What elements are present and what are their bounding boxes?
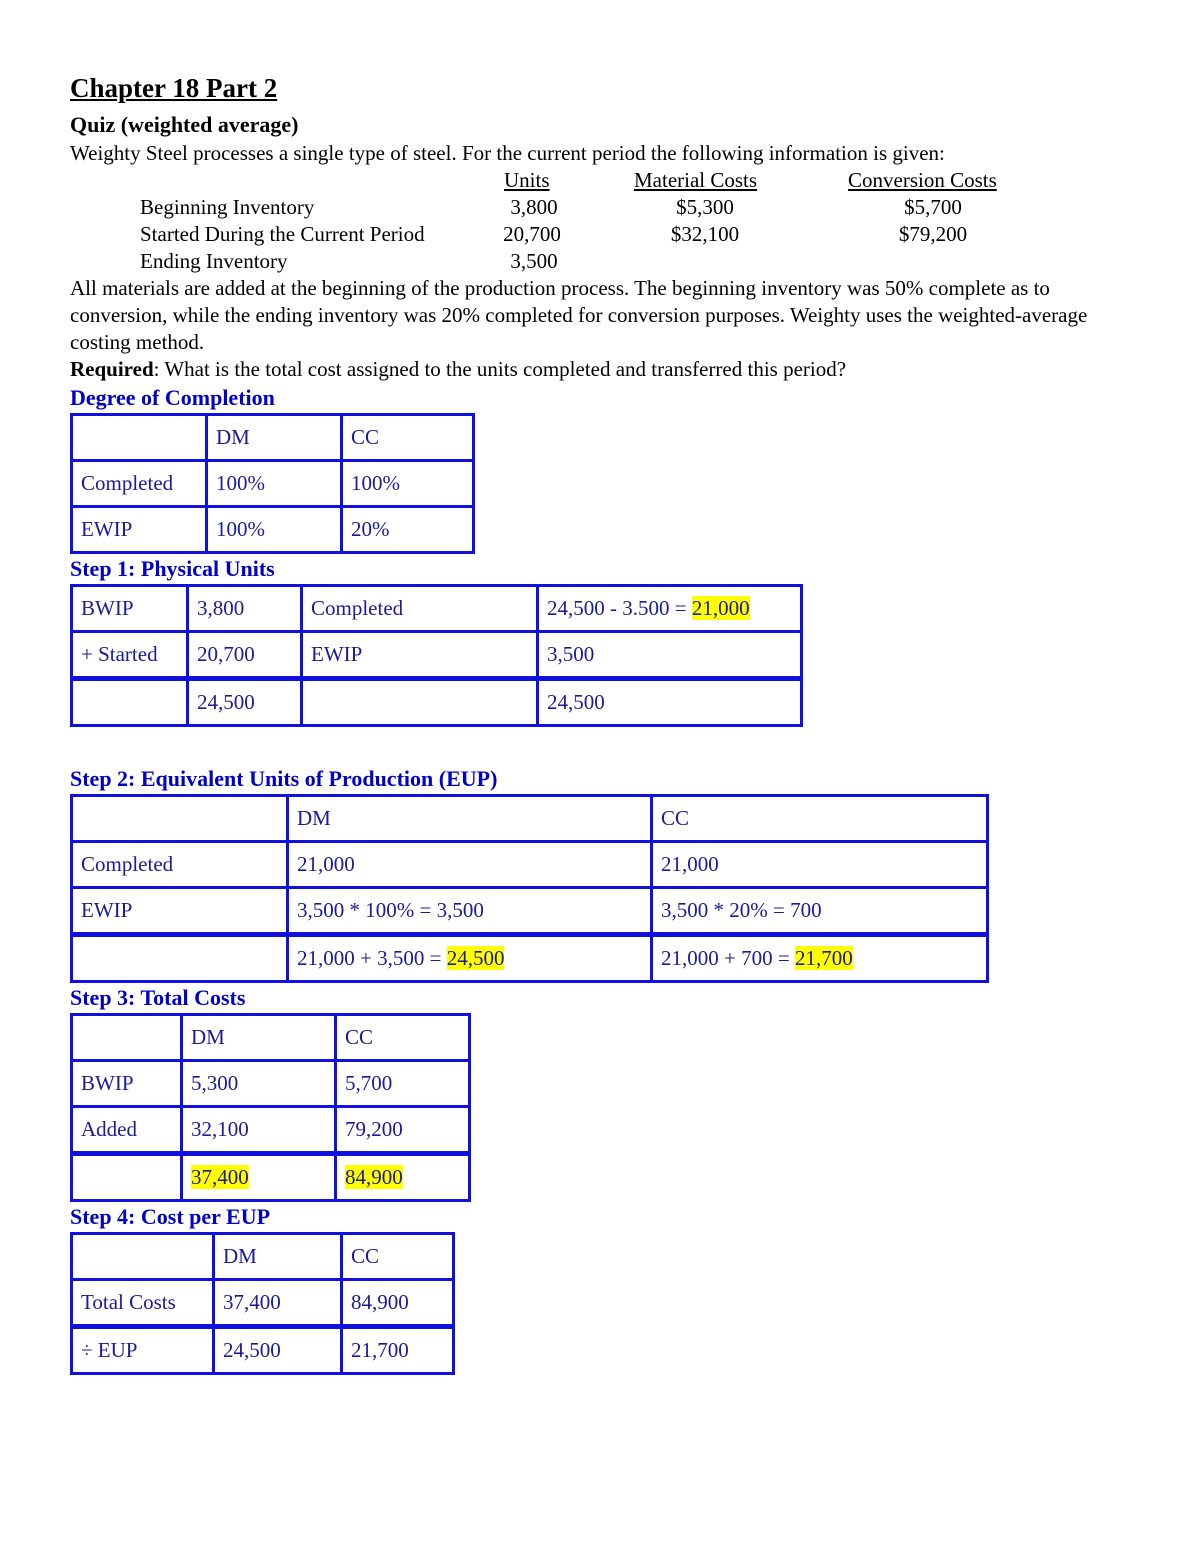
step2-title: Step 2: Equivalent Units of Production (EUP) <box>70 766 498 791</box>
table-cell: Completed <box>302 586 538 632</box>
table-cell: Completed <box>72 461 207 507</box>
givens-row-material: $5,300 <box>676 195 734 219</box>
table-cell <box>72 415 207 461</box>
table-cell: 5,700 <box>336 1061 470 1107</box>
table-cell: EWIP <box>302 632 538 679</box>
table-cell: Completed <box>72 842 288 888</box>
table-cell: 3,500 <box>538 632 802 679</box>
givens-row-label: Started During the Current Period <box>140 222 425 246</box>
quiz-title: Quiz (weighted average) <box>70 112 299 137</box>
table-cell: Total Costs <box>72 1280 214 1327</box>
table-cell: 20% <box>342 507 474 553</box>
table-row <box>72 1061 470 1107</box>
table-cell: 79,200 <box>336 1107 470 1154</box>
table-cell: 5,300 <box>182 1061 336 1107</box>
completed-result-highlight: 21,000 <box>691 596 750 620</box>
table-cell: 21,000 <box>288 842 652 888</box>
table-cell: 24,500 <box>214 1327 342 1374</box>
table-cell <box>72 1154 182 1201</box>
givens-row-conversion: $79,200 <box>898 222 968 246</box>
table-cell: 3,800 <box>188 586 302 632</box>
table-row <box>72 1234 454 1280</box>
table-cell: Added <box>72 1107 182 1154</box>
table-row <box>72 796 988 842</box>
problem-paragraph: All materials are added at the beginning of the production process. The beginning inventory was 50% complete as to conversion, while the ending inventory was 20% completed for conversion purposes. Weighty uses the weighted-average costing method. <box>70 276 1088 354</box>
table-cell: DM <box>288 796 652 842</box>
table-cell: DM <box>214 1234 342 1280</box>
table-cell: EWIP <box>72 888 288 935</box>
table-cell: 21,000 <box>652 842 988 888</box>
givens-row-units: 20,700 <box>503 222 561 246</box>
givens-row-units: 3,500 <box>510 249 558 273</box>
table-row <box>72 679 802 726</box>
givens-row-material: $32,100 <box>670 222 740 246</box>
table-cell <box>538 586 802 632</box>
dm-total-cost-highlight: 37,400 <box>191 1165 249 1189</box>
table-cell <box>652 935 988 982</box>
table-cell: 37,400 <box>214 1280 342 1327</box>
table-cell <box>336 1154 470 1201</box>
cc-total-formula: 21,000 + 700 = <box>661 946 795 970</box>
table-cell <box>72 1015 182 1061</box>
table-cell: DM <box>182 1015 336 1061</box>
table-cell: 100% <box>342 461 474 507</box>
required-label: Required <box>70 357 154 381</box>
table-cell: 20,700 <box>188 632 302 679</box>
table-row <box>72 842 988 888</box>
step4-table <box>70 1232 455 1375</box>
table-cell: DM <box>207 415 342 461</box>
table-cell: + Started <box>72 632 188 679</box>
table-cell: 3,500 * 20% = 700 <box>652 888 988 935</box>
table-row <box>72 632 802 679</box>
intro-text: Weighty Steel processes a single type of steel. For the current period the following information is given: <box>70 141 945 165</box>
table-row <box>72 1280 454 1327</box>
table-row <box>72 507 474 553</box>
table-cell <box>72 1234 214 1280</box>
table-row <box>72 1015 470 1061</box>
table-row <box>72 1154 470 1201</box>
table-cell <box>182 1154 336 1201</box>
table-cell <box>72 935 288 982</box>
table-cell: CC <box>336 1015 470 1061</box>
table-cell <box>72 679 188 726</box>
table-cell: 84,900 <box>342 1280 454 1327</box>
table-cell: BWIP <box>72 586 188 632</box>
table-cell: CC <box>652 796 988 842</box>
table-cell: BWIP <box>72 1061 182 1107</box>
degree-title: Degree of Completion <box>70 385 275 410</box>
table-row <box>72 888 988 935</box>
step2-table <box>70 794 989 983</box>
table-cell: CC <box>342 415 474 461</box>
table-cell: 24,500 <box>188 679 302 726</box>
table-cell: ÷ EUP <box>72 1327 214 1374</box>
givens-row-conversion: $5,700 <box>904 195 962 219</box>
completed-formula: 24,500 - 3.500 = <box>547 596 692 620</box>
cc-total-highlight: 21,700 <box>794 946 853 970</box>
givens-header-conversion: Conversion Costs <box>848 168 997 192</box>
givens-row-units: 3,800 <box>510 195 558 219</box>
table-row <box>72 586 802 632</box>
step1-title: Step 1: Physical Units <box>70 556 275 581</box>
table-cell <box>72 796 288 842</box>
cc-total-cost-highlight: 84,900 <box>345 1165 403 1189</box>
required-line <box>70 356 1140 383</box>
table-cell: 32,100 <box>182 1107 336 1154</box>
document-page <box>70 70 1140 1375</box>
step3-table <box>70 1013 471 1202</box>
table-row <box>72 461 474 507</box>
step1-table <box>70 584 803 727</box>
givens-header-material: Material Costs <box>634 168 758 192</box>
table-cell: 24,500 <box>538 679 802 726</box>
table-cell <box>302 679 538 726</box>
step3-title: Step 3: Total Costs <box>70 985 246 1010</box>
table-row <box>72 1327 454 1374</box>
dm-total-highlight: 24,500 <box>446 946 505 970</box>
dm-total-formula: 21,000 + 3,500 = <box>297 946 447 970</box>
table-row <box>72 415 474 461</box>
table-cell: EWIP <box>72 507 207 553</box>
degree-table <box>70 413 475 554</box>
table-row <box>72 1107 470 1154</box>
table-cell <box>288 935 652 982</box>
givens-row-label: Ending Inventory <box>140 249 288 273</box>
table-cell: 100% <box>207 461 342 507</box>
page-title: Chapter 18 Part 2 <box>70 73 278 103</box>
table-cell: 100% <box>207 507 342 553</box>
givens-table <box>70 167 1140 275</box>
table-cell: 21,700 <box>342 1327 454 1374</box>
table-cell: CC <box>342 1234 454 1280</box>
step4-title: Step 4: Cost per EUP <box>70 1204 271 1229</box>
table-cell: 3,500 * 100% = 3,500 <box>288 888 652 935</box>
required-text: : What is the total cost assigned to the units completed and transferred this period? <box>153 357 847 381</box>
table-row <box>72 935 988 982</box>
givens-row-label: Beginning Inventory <box>140 195 315 219</box>
givens-header-units: Units <box>504 168 550 192</box>
